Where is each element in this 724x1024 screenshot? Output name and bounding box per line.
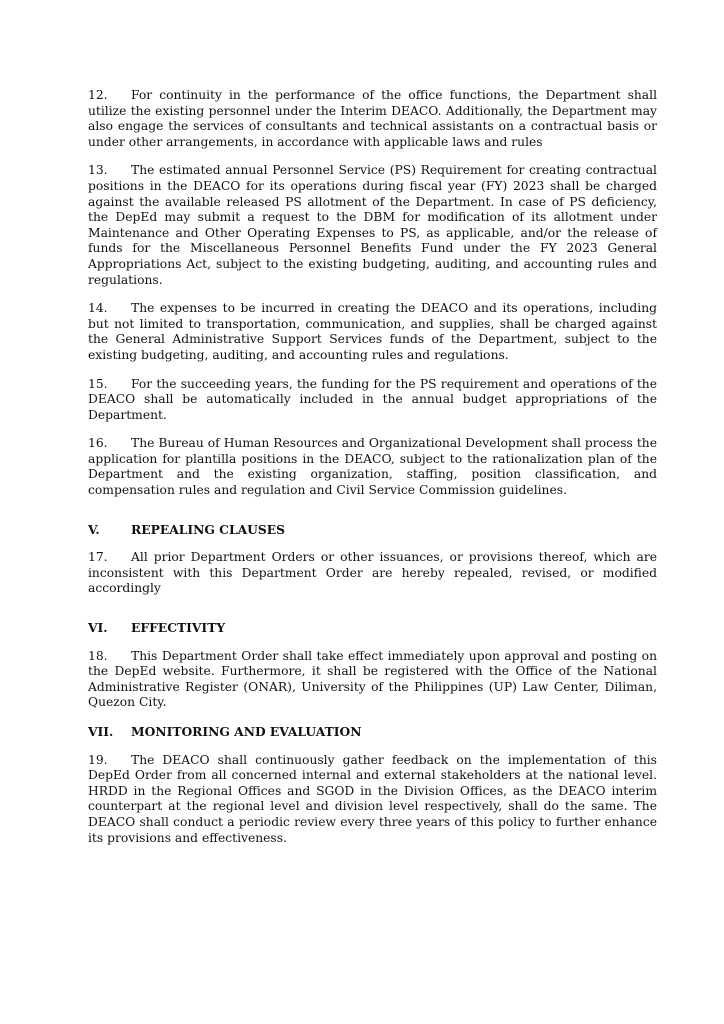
section-heading-monitoring-and-evaluation [88, 724, 657, 740]
paragraph-number: 12. [88, 88, 108, 102]
paragraph-15 [88, 377, 657, 424]
paragraph-16 [88, 436, 657, 498]
section-number: VII. [88, 724, 114, 739]
paragraph-18 [88, 649, 657, 711]
section-number: VI. [88, 620, 108, 636]
paragraph-text: For continuity in the performance of the office functions, the Department shall utilize the existing personnel under the Interim DEACO. Additionally, the Department may also engage the services of consultants and technical assistants on a contractual basis or under other arrangements, in accordance with applicable laws and rules [88, 88, 657, 149]
section-heading-repealing-clauses [88, 522, 657, 538]
paragraph-number: 14. [88, 301, 108, 316]
section-title: REPEALING CLAUSES [131, 521, 286, 537]
paragraph-17 [88, 550, 657, 597]
paragraph-number: 13. [88, 163, 108, 178]
paragraph-12 [88, 88, 657, 150]
paragraph-number: 18. [88, 648, 108, 663]
section-heading-effectivity [88, 620, 657, 636]
paragraph-text: The estimated annual Personnel Service (PS) Requirement for creating contractual positions in the DEACO for its operations during fiscal year (FY) 2023 shall be charged against the available released PS allotment of the Department. In case of PS deficiency, the DepEd may submit a request to the DBM for modification of its allotment under Maintenance and Other Operating Expenses to PS, as applicable, and/or the release of funds for the Miscellaneous Personnel Benefits Fund under the FY 2023 General Appropriations Act, subject to the existing budgeting, auditing, and accounting rules and regulations. [88, 163, 657, 287]
document-page [88, 88, 657, 859]
paragraph-13 [88, 163, 657, 288]
paragraph-text: This Department Order shall take effect immediately upon approval and posting on the DepEd website. Furthermore, it shall be registered with the Office of the National Administrative Register (ONAR), University of the Philippines (UP) Law Center, Diliman, Quezon City. [88, 648, 657, 710]
paragraph-text: For the succeeding years, the funding for the PS requirement and operations of the DEACO shall be automatically included in the annual budget appropriations of the Department. [88, 376, 657, 422]
paragraph-number: 16. [88, 436, 108, 451]
paragraph-19 [88, 753, 657, 847]
section-number: V. [88, 521, 100, 537]
paragraph-text: The expenses to be incurred in creating the DEACO and its operations, including but not limited to transportation, communication, and supplies, shall be charged against the General Administrative Support Services funds of the Department, subject to the existing budgeting, auditing, and accounting rules and regulations. [88, 301, 657, 362]
paragraph-number: 17. [88, 550, 108, 565]
paragraph-number: 15. [88, 376, 108, 391]
paragraph-text: All prior Department Orders or other issuances, or provisions thereof, which are inconsistent with this Department Order are hereby repealed, revised, or modified accordingly [88, 550, 657, 596]
spacer [88, 512, 657, 522]
paragraph-14 [88, 301, 657, 363]
paragraph-number: 19. [88, 752, 108, 767]
paragraph-text: The Bureau of Human Resources and Organizational Development shall process the application for plantilla positions in the DEACO, subject to the rationalization plan of the Department and the existing organization, staffing, position classification, and compensation rules and regulation and Civil Service Commission guidelines. [88, 436, 657, 498]
paragraph-text: The DEACO shall continuously gather feedback on the implementation of this DepEd Order from all concerned internal and external stakeholders at the national level. HRDD in the Regional Offices and SGOD in the Division Offices, as the DEACO interim counterpart at the regional level and division level respectively, shall do the same. The DEACO shall conduct a periodic review every three years of this policy to further enhance its provisions and effectiveness. [88, 752, 657, 845]
section-title: EFFECTIVITY [131, 620, 226, 636]
spacer [88, 610, 657, 620]
section-title: MONITORING AND EVALUATION [131, 724, 362, 739]
